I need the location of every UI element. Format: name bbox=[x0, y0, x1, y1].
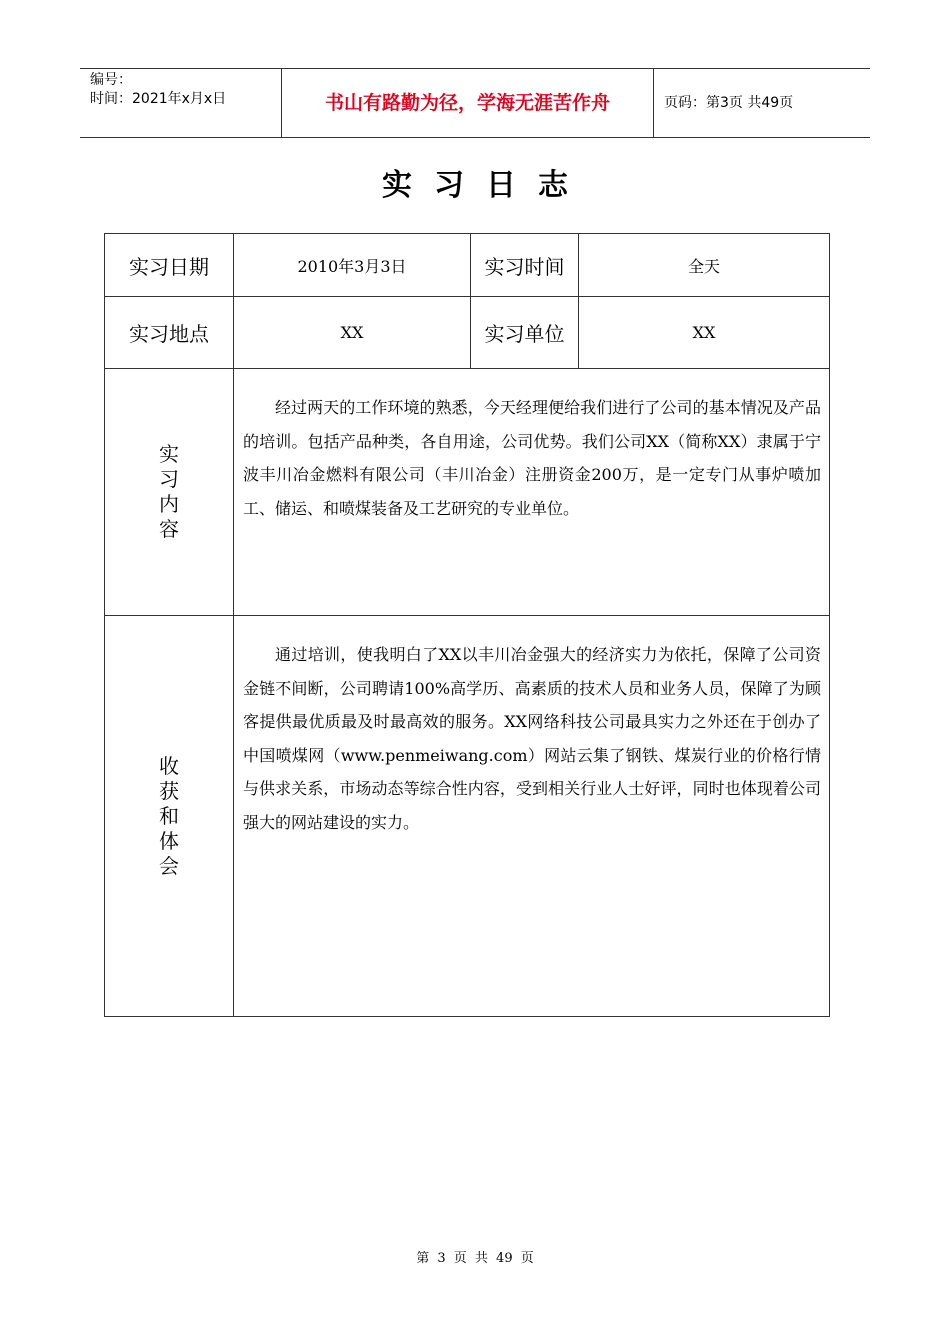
page-footer: 第 3 页 共 49 页 bbox=[416, 1251, 534, 1266]
header-motto: 书山有路勤为径，学海无涯苦作舟 bbox=[282, 69, 654, 137]
document-title: 实习日志 bbox=[382, 168, 590, 203]
gains-text: 通过培训，使我明白了XX以丰川冶金强大的经济实力为依托，保障了公司资金链不间断，公司聘请100%高学历、高素质的技术人员和业务人员，保障了为顾客提供最优质最及时最高效的服务。XX网络科技公司最具实力之外还在于创办了中国喷煤网（www.penmeiwang.com）网站云集了钢铁、煤炭行业的价格行情与供求关系，市场动态等综合性内容，受到相关行业人士好评，同时也体现着公司强大的网站建设的实力。 bbox=[234, 616, 830, 1017]
content-text: 经过两天的工作环境的熟悉，今天经理便给我们进行了公司的基本情况及产品的培训。包括产品种类，各自用途，公司优势。我们公司XX（简称XX）隶属于宁波丰川冶金燃料有限公司（丰川冶金）注册资金200万，是一定专门从事炉喷加工、储运、和喷煤装备及工艺研究的专业单位。 bbox=[234, 369, 830, 616]
table-row bbox=[105, 369, 830, 616]
unit-value: XX bbox=[579, 297, 830, 369]
document-number-label: 编号： bbox=[90, 72, 132, 88]
date-value: 2010年3月3日 bbox=[234, 234, 471, 297]
internship-log-table bbox=[104, 233, 830, 1017]
table-row bbox=[105, 616, 830, 1017]
unit-label: 实习单位 bbox=[471, 297, 579, 369]
table-row bbox=[105, 297, 830, 369]
content-label: 实 习 内 容 bbox=[105, 369, 234, 616]
place-value: XX bbox=[234, 297, 471, 369]
time-label: 实习时间 bbox=[471, 234, 579, 297]
time-value: 全天 bbox=[579, 234, 830, 297]
gains-label: 收 获 和 体 会 bbox=[105, 616, 234, 1017]
table-row bbox=[105, 234, 830, 297]
place-label: 实习地点 bbox=[105, 297, 234, 369]
document-time-label: 时间：2021年x月x日 bbox=[90, 91, 227, 107]
page-header bbox=[80, 68, 870, 138]
header-meta bbox=[80, 69, 282, 137]
header-page-info: 页码：第3页 共49页 bbox=[664, 95, 794, 111]
date-label: 实习日期 bbox=[105, 234, 234, 297]
